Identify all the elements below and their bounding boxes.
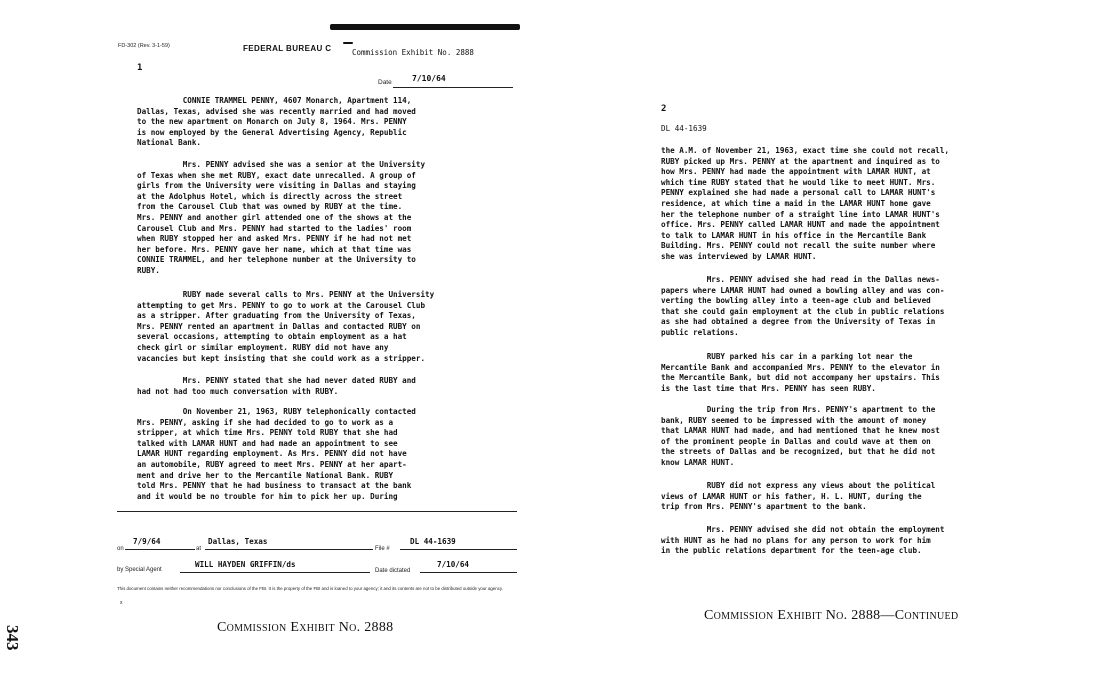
dictated-rule xyxy=(420,572,517,573)
agent-name: WILL HAYDEN GRIFFIN/ds xyxy=(195,560,296,569)
interview-date: 7/9/64 xyxy=(133,537,161,546)
interview-place: Dallas, Texas xyxy=(208,537,268,546)
on-rule xyxy=(125,549,195,550)
bureau-heading: FEDERAL BUREAU C xyxy=(243,44,332,53)
body-paragraph: Mrs. PENNY advised she did not obtain the employment with HUNT as he had no plans for any person to work for him in the public relations department for the teen-age club. xyxy=(661,525,945,556)
left-caption: Commission Exhibit No. 2888 xyxy=(217,620,394,635)
on-label: on xyxy=(117,546,124,552)
body-paragraph: Mrs. PENNY advised she had read in the Dallas news- papers where LAMAR HUNT had owned a bowling alley and was con- verting the bowling alley into a teen-age club and believed that she could gain employment at the club in public relations as she had obtained a degree from the University of Texas in public relations. xyxy=(661,275,945,337)
right-caption: Commission Exhibit No. 2888—Continued xyxy=(704,608,959,623)
body-paragraph: On November 21, 1963, RUBY telephonically contacted Mrs. PENNY, asking if she had decided to go to work as a stripper, at which time Mrs. PENNY told RUBY that she had talked with LAMAR HUNT and had made an appointment to see LAMAR HUNT regarding employment. As Mrs. PENNY did not have an automobile, RUBY agreed to meet Mrs. PENNY at her apart- ment and drive her to the Mercantile National Bank. RUBY told Mrs. PENNY that he had business to transact at the bank and it would be no trouble for him to pick her up. During xyxy=(137,407,416,501)
file-label: File # xyxy=(375,546,390,552)
at-label: at xyxy=(196,546,202,552)
agent-rule xyxy=(180,572,370,573)
body-paragraph: RUBY did not express any views about the political views of LAMAR HUNT or his father, H. L. HUNT, during the trip from Mrs. PENNY's apartment to the bank. xyxy=(661,481,936,512)
dictated-label: Date dictated xyxy=(375,568,411,574)
report-date: 7/10/64 xyxy=(412,74,446,83)
agent-label: by Special Agent xyxy=(117,567,162,573)
margin-page-number: 343 xyxy=(3,625,22,651)
body-paragraph: CONNIE TRAMMEL PENNY, 4607 Monarch, Apartment 114, Dallas, Texas, advised she was recently married and had moved to the new apartment on Monarch on July 8, 1964. Mrs. PENNY is now employed by the General Advertising Agency, Republic National Bank. xyxy=(137,96,416,148)
page-number: 2 xyxy=(661,104,667,114)
date-label: Date xyxy=(378,79,392,86)
date-rule xyxy=(393,87,513,88)
body-paragraph: the A.M. of November 21, 1963, exact time she could not recall, RUBY picked up Mrs. PENNY at the apartment and inquired as to how Mrs. PENNY had made the appointment with LAMAR HUNT, at which time RUBY stated that he would like to meet HUNT. Mrs. PENNY explained she had made a personal call to LAMAR HUNT's residence, at which time a maid in the LAMAR HUNT home gave her the telephone number of a straight line into LAMAR HUNT's office. Mrs. PENNY called LAMAR HUNT and made the appointment to talk to LAMAR HUNT in his office in the Mercantile Bank Building. Mrs. PENNY could not recall the suite number where she was interviewed by LAMAR HUNT. xyxy=(661,146,950,261)
form-number: FD-302 (Rev. 3-1-59) xyxy=(118,43,170,49)
body-paragraph: During the trip from Mrs. PENNY's apartment to the bank, RUBY seemed to be impressed with the amount of money that LAMAR HUNT had made, and had mentioned that he knew most of the prominent people in Dallas and could wave at them on the streets of Dallas and be recognized, but that he did not know LAMAR HUNT. xyxy=(661,405,940,467)
body-paragraph: Mrs. PENNY stated that she had never dated RUBY and had not had too much conversation with RUBY. xyxy=(137,376,416,396)
body-paragraph: RUBY parked his car in a parking lot near the Mercantile Bank and accompanied Mrs. PENNY to the elevator in the Mercantile Bank, but did not accompany her upstairs. This is the last time that Mrs. PENNY has seen RUBY. xyxy=(661,352,940,393)
footer-top-rule xyxy=(117,511,517,512)
file-reference: DL 44-1639 xyxy=(661,124,707,133)
redaction-bar xyxy=(330,24,520,30)
exhibit-stamp: Commission Exhibit No. 2888 xyxy=(352,48,474,57)
fbi-notice: This document contains neither recommendations nor conclusions of the FBI. It is the property of the FBI and is loaned to your agency; it and its contents are not to be distributed outside your agency. xyxy=(117,586,504,591)
redaction-mark xyxy=(343,42,353,44)
file-rule xyxy=(400,549,517,550)
at-rule xyxy=(205,549,373,550)
file-number: DL 44-1639 xyxy=(410,537,456,546)
body-paragraph: Mrs. PENNY advised she was a senior at the University of Texas when she met RUBY, exact date unrecalled. A group of girls from the University were visiting in Dallas and staying at the Adolphus Hotel, which is directly across the street from the Carousel Club that was owned by RUBY at the time. Mrs. PENNY and another girl attended one of the shows at the Carousel Club and Mrs. PENNY had started to the ladies' room when RUBY stopped her and asked Mrs. PENNY if he had not met her before. Mrs. PENNY gave her name, which at that time was CONNIE TRAMMEL, and her telephone number at the University to RUBY. xyxy=(137,160,426,275)
dictated-date: 7/10/64 xyxy=(437,560,470,569)
page-number: 1 xyxy=(137,63,143,73)
footer-mark: x xyxy=(120,600,123,606)
body-paragraph: RUBY made several calls to Mrs. PENNY at the University attempting to get Mrs. PENNY to go to work at the Carousel Club as a stripper. After graduating from the University of Texas, Mrs. PENNY rented an apartment in Dallas and contacted RUBY on several occasions, attempting to obtain employment as a hat check girl or similar employment. RUBY did not have any vacancies but kept insisting that she could work as a stripper. xyxy=(137,290,435,363)
